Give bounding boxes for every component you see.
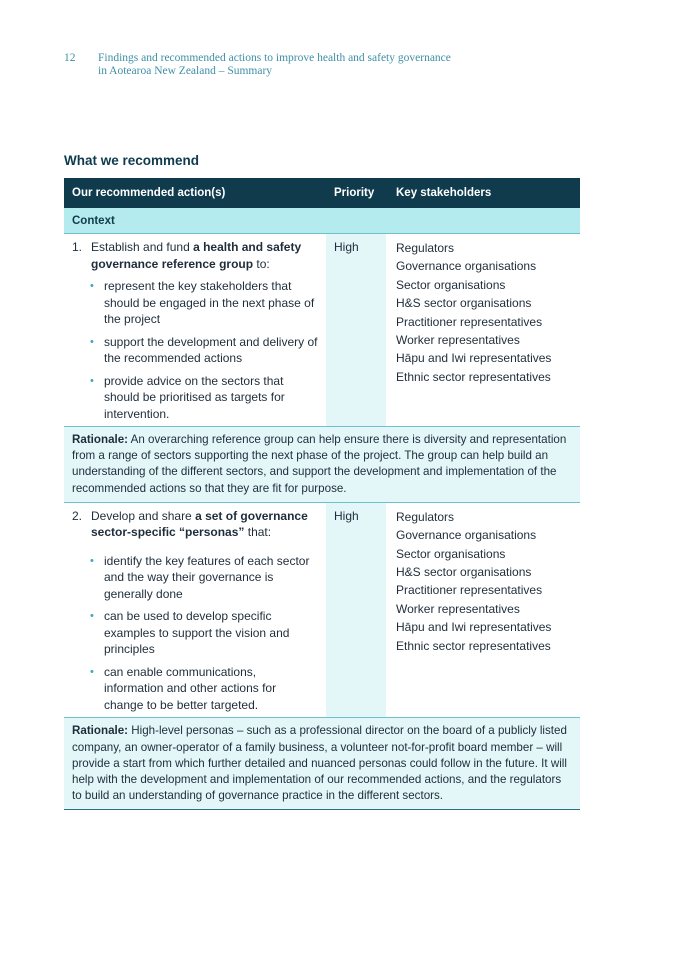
list-item: [72, 664, 318, 714]
rationale-text: An overarching reference group can help ensure there is diversity and representation from a range of sectors supporting the next phase of the project. The group can help build an understanding of the different sectors, and support the development and implementation of the recommended actions so that they are fit for purpose.: [72, 433, 567, 495]
action-description: [91, 239, 318, 272]
action-intro: [72, 508, 318, 541]
section-heading: What we recommend: [64, 153, 200, 168]
list-item: [72, 334, 318, 367]
list-item: [72, 608, 318, 658]
action-cell: [64, 503, 326, 718]
column-header-priority: Priority: [334, 187, 375, 199]
stakeholder-item: Ethnic sector representatives: [396, 638, 551, 653]
action-text: Establish and fund: [91, 240, 194, 254]
action-emphasis: a set of governance sector-specific “personas”: [91, 508, 308, 540]
list-item: [72, 553, 318, 603]
priority-cell: High: [326, 234, 386, 426]
bullet-text: support the development and delivery of the recommended actions: [104, 334, 318, 365]
document-title-line-1: Findings and recommended actions to improve health and safety governance: [98, 52, 451, 64]
list-item: [72, 278, 318, 328]
table-row: [64, 503, 580, 718]
bullet-text: can be used to develop specific examples to support the vision and principles: [104, 609, 290, 657]
stakeholder-item: Governance organisations: [396, 259, 537, 274]
stakeholder-item: Regulators: [396, 241, 455, 255]
rationale-row: [64, 426, 580, 503]
bullet-icon: •: [90, 335, 94, 348]
priority-cell: High: [326, 503, 386, 718]
document-title-line-2: in Aotearoa New Zealand – Summary: [98, 64, 273, 77]
rationale-label: Rationale:: [72, 724, 129, 738]
bullet-text: represent the key stakeholders that should be engaged in the next phase of the project: [104, 279, 315, 326]
stakeholders-cell: [386, 234, 580, 426]
action-text: Develop and share: [91, 508, 196, 523]
bullet-icon: •: [90, 374, 94, 387]
bullet-icon: •: [90, 554, 94, 567]
action-cell: [64, 234, 326, 426]
rationale-text: High-level personas – such as a professional director on the board of a publicly listed company, an owner-operator of a family business, a volunteer not-for-profit board member – will provide a start from which further detailed and nuanced personas could follow in the future. It will help with the development and implementation of our recommended actions, and the regulators to build an understanding of governance practice in the different sectors.: [72, 724, 567, 803]
rationale-label: Rationale:: [72, 433, 129, 446]
stakeholder-item: Sector organisations: [396, 546, 506, 561]
stakeholder-item: Practitioner representatives: [396, 583, 543, 598]
action-bullet-list: [72, 278, 318, 422]
list-item: [72, 373, 318, 423]
rationale-row: [64, 717, 580, 810]
stakeholder-item: Ethnic sector representatives: [396, 369, 551, 384]
document-title: [98, 52, 451, 77]
stakeholders-cell: [386, 503, 580, 718]
action-number: 2.: [72, 508, 83, 523]
stakeholder-item: Governance organisations: [396, 528, 537, 543]
action-number: 1.: [72, 240, 83, 254]
stakeholder-item: H&S sector organisations: [396, 296, 532, 311]
bullet-text: provide advice on the sectors that should be prioritised as targets for intervention.: [104, 373, 285, 421]
stakeholder-item: Hāpu and Iwi representatives: [396, 620, 552, 635]
bullet-text: identify the key features of each sector and the way their governance is generally done: [104, 553, 310, 601]
table-row: [64, 234, 580, 426]
column-header-action: Our recommended action(s): [72, 187, 226, 199]
action-intro: [72, 239, 318, 272]
page-number: 12: [64, 52, 76, 64]
stakeholder-item: Sector organisations: [396, 277, 506, 292]
action-emphasis: a health and safety governance reference group: [91, 240, 302, 271]
bullet-text: can enable communications, information and other actions for change to be better targeted.: [104, 664, 277, 712]
stakeholder-item: Practitioner representatives: [396, 314, 543, 329]
context-row: Context: [64, 208, 580, 234]
stakeholder-item: H&S sector organisations: [396, 565, 532, 580]
action-bullet-list: [72, 553, 318, 714]
action-text-suffix: that:: [244, 525, 272, 540]
bullet-icon: •: [90, 665, 94, 678]
stakeholder-item: Regulators: [396, 509, 455, 524]
action-description: [91, 508, 318, 541]
stakeholder-item: Worker representatives: [396, 601, 520, 616]
bullet-icon: •: [90, 280, 94, 292]
stakeholder-item: Worker representatives: [396, 333, 520, 348]
action-text-suffix: to:: [253, 256, 270, 271]
column-header-stakeholders: Key stakeholders: [396, 187, 492, 199]
stakeholder-item: Hāpu and Iwi representatives: [396, 351, 552, 366]
table-header-row: [64, 178, 580, 208]
running-header: [64, 52, 451, 77]
bullet-icon: •: [90, 610, 94, 623]
recommendations-table: [64, 178, 580, 810]
